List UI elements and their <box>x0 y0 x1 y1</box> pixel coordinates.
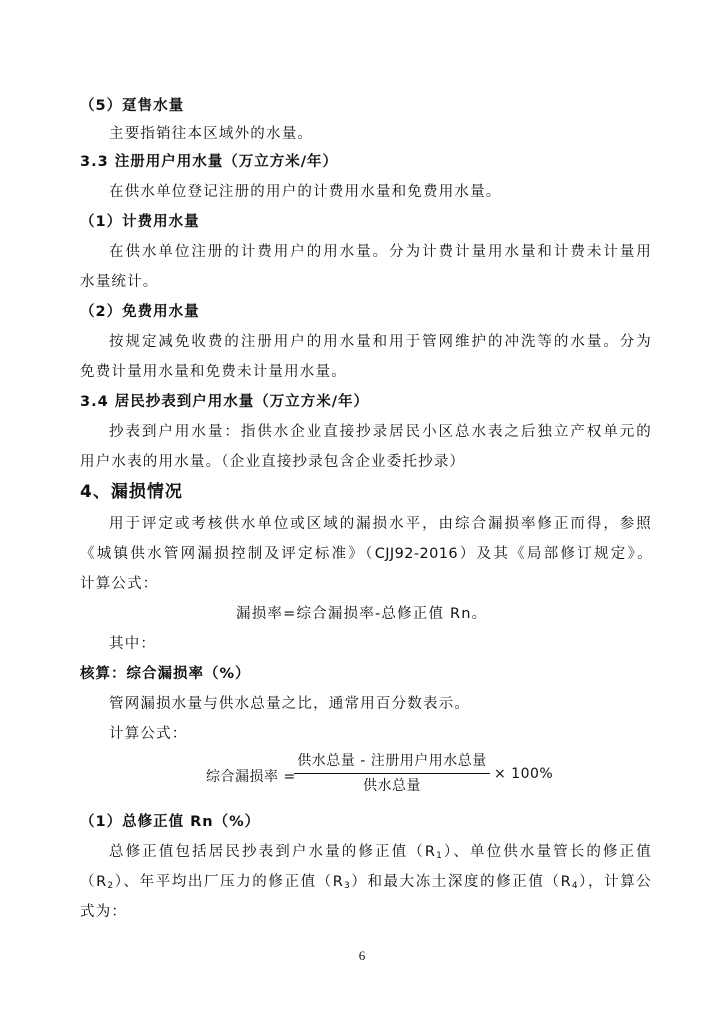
paragraph-total-correction-line1 <box>80 842 652 866</box>
heading-billed-water: （1）计费用水量 <box>80 214 200 230</box>
paragraph-resident-metered-line1: 抄表到户用水量：指供水企业直接抄录居民小区总水表之后独立产权单元的 <box>109 424 652 440</box>
paragraph-wholesale-water: 主要指销往本区域外的水量。 <box>109 126 314 142</box>
text-segment: 总修正值包括居民抄表到户水量的修正值（R <box>109 844 437 860</box>
heading-free-water: （2）免费用水量 <box>80 304 200 320</box>
formula-denominator: 供水总量 <box>363 778 421 794</box>
formula-comprehensive-leakage <box>206 752 554 800</box>
text-segment: ）、年平均出厂压力的修正值（R <box>114 874 345 890</box>
paragraph-free-water-line1: 按规定减免收费的注册用户的用水量和用于管网维护的冲洗等的水量。分为 <box>109 334 652 350</box>
subscript: 1 <box>436 851 444 861</box>
formula-leakage-rate: 漏损率=综合漏损率-总修正值 Rn。 <box>236 606 488 622</box>
text-segment: （R <box>80 874 108 890</box>
paragraph-total-correction-line2 <box>80 872 652 896</box>
fraction-bar <box>294 773 490 774</box>
paragraph-resident-metered-line2: 用户水表的用水量。（企业直接抄录包含企业委托抄录） <box>80 454 466 470</box>
paragraph-leakage-line3: 计算公式： <box>80 576 159 592</box>
formula-rhs: × 100% <box>494 766 554 782</box>
heading-comprehensive-leakage: 核算：综合漏损率（%） <box>80 666 251 682</box>
heading-registered-user-water: 3.3 注册用户用水量（万立方米/年） <box>80 154 339 170</box>
paragraph-comprehensive-leakage: 管网漏损水量与供水总量之比，通常用百分数表示。 <box>109 696 471 712</box>
paragraph-billed-water-line2: 水量统计。 <box>80 274 159 290</box>
subscript: 3 <box>344 881 351 891</box>
text-formula-label: 计算公式： <box>109 726 188 742</box>
formula-fraction <box>294 752 490 795</box>
heading-wholesale-water: （5）趸售水量 <box>80 98 185 114</box>
heading-resident-metered-water: 3.4 居民抄表到户用水量（万立方米/年） <box>80 394 370 410</box>
heading-total-correction: （1）总修正值 Rn（%） <box>80 814 261 830</box>
paragraph-free-water-line2: 免费计量用水量和免费未计量用水量。 <box>80 364 347 380</box>
subscript: 4 <box>571 881 579 891</box>
paragraph-registered-user-water: 在供水单位登记注册的用户的计费用水量和免费用水量。 <box>109 184 502 200</box>
text-among: 其中： <box>109 636 157 652</box>
formula-numerator: 供水总量 - 注册用户用水总量 <box>297 753 487 769</box>
paragraph-leakage-line2: 《城镇供水管网漏损控制及评定标准》（CJJ92-2016）及其《局部修订规定》。 <box>80 546 652 562</box>
text-segment: ），计算公 <box>578 874 652 890</box>
paragraph-billed-water-line1: 在供水单位注册的计费用户的用水量。分为计费计量用水量和计费未计量用 <box>109 244 652 260</box>
text-segment: ）和最大冻土深度的修正值（R <box>350 874 572 890</box>
page-number: 6 <box>358 948 366 963</box>
paragraph-total-correction-line3: 式为： <box>80 904 128 920</box>
heading-leakage: 4、漏损情况 <box>80 482 183 502</box>
subscript: 2 <box>107 881 115 891</box>
text-segment: ）、单位供水量管长的修正值 <box>443 844 652 860</box>
paragraph-leakage-line1: 用于评定或考核供水单位或区域的漏损水平，由综合漏损率修正而得，参照 <box>109 516 652 532</box>
formula-lhs: 综合漏损率 = <box>206 769 296 785</box>
